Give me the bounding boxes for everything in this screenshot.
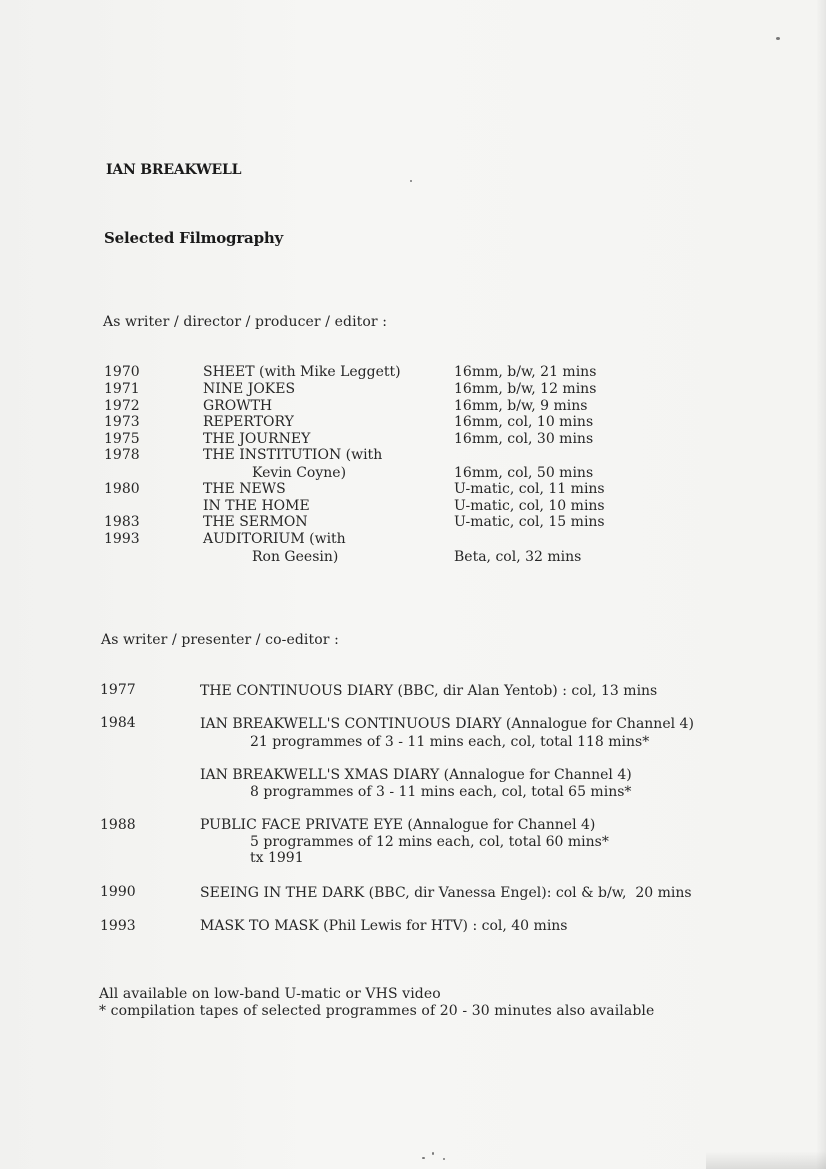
table-row-format: Beta, col, 32 mins xyxy=(454,549,582,565)
table-row-title: REPERTORY xyxy=(203,414,294,430)
footer-note: All available on low-band U-matic or VHS video xyxy=(99,986,441,1002)
entry-title: SEEING IN THE DARK (BBC, dir Vanessa Engel): col & b/w, 20 mins xyxy=(200,885,692,901)
entry-title: MASK TO MASK (Phil Lewis for HTV) : col, 40 mins xyxy=(200,918,568,934)
table-row-year: 1970 xyxy=(104,364,140,380)
author-name: IAN BREAKWELL xyxy=(106,162,242,178)
table-row-title: SHEET (with Mike Leggett) xyxy=(203,364,401,380)
table-row-year: 1975 xyxy=(104,431,140,447)
table-row-format: U-matic, col, 10 mins xyxy=(454,498,605,514)
entry-year: 1993 xyxy=(100,918,136,934)
table-row-title-continued: Ron Geesin) xyxy=(252,549,339,565)
entry-year: 1984 xyxy=(100,715,136,731)
table-row-year: 1972 xyxy=(104,398,140,414)
table-row-title: THE NEWS xyxy=(203,481,286,497)
table-row-title-continued: Kevin Coyne) xyxy=(252,465,347,481)
table-row-title: AUDITORIUM (with xyxy=(203,531,346,547)
paper-speck xyxy=(422,1157,425,1159)
table-row-format: 16mm, b/w, 9 mins xyxy=(454,398,588,414)
table-row-year: 1978 xyxy=(104,447,140,463)
table-row-format: U-matic, col, 15 mins xyxy=(454,514,605,530)
table-row-title: THE INSTITUTION (with xyxy=(203,447,383,463)
document-title: Selected Filmography xyxy=(104,229,284,247)
entry-year: 1990 xyxy=(100,884,136,900)
table-row-format: 16mm, b/w, 21 mins xyxy=(454,364,597,380)
table-row-title: THE SERMON xyxy=(203,514,308,530)
table-row-title: NINE JOKES xyxy=(203,381,296,397)
entry-title: PUBLIC FACE PRIVATE EYE (Annalogue for Channel 4) xyxy=(200,817,596,833)
section1-caption: As writer / director / producer / editor : xyxy=(103,314,388,330)
page-corner-shadow xyxy=(706,1151,826,1169)
entry-year: 1988 xyxy=(100,817,136,833)
paper-speck xyxy=(776,37,780,40)
table-row-year: 1971 xyxy=(104,381,140,397)
table-row-title: THE JOURNEY xyxy=(203,431,311,447)
table-row-title: IN THE HOME xyxy=(203,498,310,514)
table-row-year: 1983 xyxy=(104,514,140,530)
entry-title: THE CONTINUOUS DIARY (BBC, dir Alan Yentob) : col, 13 mins xyxy=(200,683,658,699)
paper-speck xyxy=(443,1158,445,1160)
table-row-year: 1980 xyxy=(104,481,140,497)
table-row-format: 16mm, col, 30 mins xyxy=(454,431,594,447)
entry-detail: 5 programmes of 12 mins each, col, total 60 mins* xyxy=(250,834,609,850)
page-edge-shadow xyxy=(816,0,826,1169)
table-row-year: 1973 xyxy=(104,414,140,430)
paper-speck xyxy=(410,180,412,182)
paper-speck xyxy=(432,1152,434,1155)
table-row-format: 16mm, col, 10 mins xyxy=(454,414,594,430)
table-row-year: 1993 xyxy=(104,531,140,547)
table-row-format: 16mm, col, 50 mins xyxy=(454,465,594,481)
entry-year: 1977 xyxy=(100,682,136,698)
footer-footnote: * compilation tapes of selected programmes of 20 - 30 minutes also available xyxy=(99,1003,655,1019)
entry-title: IAN BREAKWELL'S CONTINUOUS DIARY (Annalogue for Channel 4) xyxy=(200,716,694,732)
table-row-title: GROWTH xyxy=(203,398,273,414)
entry-detail: 8 programmes of 3 - 11 mins each, col, total 65 mins* xyxy=(250,784,632,800)
section2-caption: As writer / presenter / co-editor : xyxy=(101,632,339,648)
entry-detail: 21 programmes of 3 - 11 mins each, col, total 118 mins* xyxy=(250,734,650,750)
table-row-format: U-matic, col, 11 mins xyxy=(454,481,605,497)
table-row-format: 16mm, b/w, 12 mins xyxy=(454,381,597,397)
entry-title: IAN BREAKWELL'S XMAS DIARY (Annalogue for Channel 4) xyxy=(200,767,632,783)
entry-detail: tx 1991 xyxy=(250,850,304,866)
